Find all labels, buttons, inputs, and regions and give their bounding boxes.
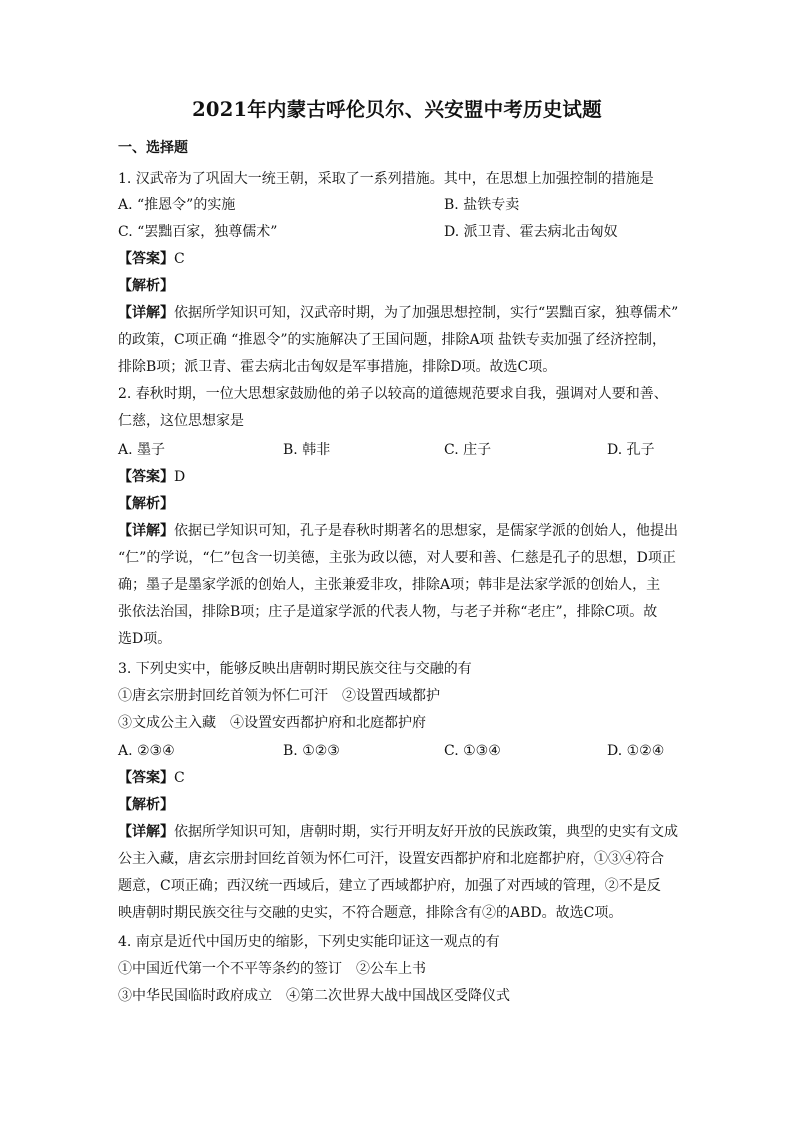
q1-answer-value: C (174, 251, 185, 267)
q1-option-d: D. 派卫青、霍去病北击匈奴 (444, 224, 618, 240)
q2-option-a: A. 墨子 (118, 442, 166, 458)
q1-stem: 1. 汉武帝为了巩固大一统王朝，采取了一系列措施。其中，在思想上加强控制的措施是 (118, 171, 654, 187)
q3-items-line-2: ③文成公主入藏 ④设置安西都护府和北庭都护府 (118, 715, 426, 731)
q4-items-line-1: ①中国近代第一个不平等条约的签订 ②公车上书 (118, 961, 426, 977)
q2-option-d: D. 孔子 (607, 442, 655, 458)
q3-detail-line-4: 映唐朝时期民族交往与交融的史实，不符合题意，排除含有②的ABD。故选C项。 (118, 905, 623, 921)
section-heading: 一、选择题 (118, 140, 188, 156)
answer-label: 【答案】 (118, 770, 174, 786)
detail-label: 【详解】 (118, 523, 174, 539)
q1-option-b: B. 盐铁专卖 (444, 197, 520, 213)
q1-option-a: A. “推恩令”的实施 (118, 197, 236, 213)
detail-label: 【详解】 (118, 824, 174, 840)
q3-detail-line-1 (118, 822, 678, 842)
q2-detail-line-2: “仁”的学说，“仁”包含一切美德，主张为政以德，对人要和善、仁慈是孔子的思想，D项正 (118, 550, 676, 566)
q3-analysis-label: 【解析】 (118, 797, 174, 813)
q3-answer (118, 768, 185, 788)
q3-stem: 3. 下列史实中，能够反映出唐朝时期民族交往与交融的有 (118, 661, 472, 677)
q1-detail-text-1: 依据所学知识可知，汉武帝时期，为了加强思想控制，实行“罢黜百家，独尊儒术” (174, 305, 679, 321)
q2-analysis-label: 【解析】 (118, 496, 174, 512)
page-title: 2021年内蒙古呼伦贝尔、兴安盟中考历史试题 (192, 98, 602, 121)
q2-stem-line-1: 2. 春秋时期，一位大思想家鼓励他的弟子以较高的道德规范要求自我，强调对人要和善、 (118, 386, 668, 402)
q1-detail-line-3: 排除B项；派卫青、霍去病北击匈奴是军事措施，排除D项。故选C项。 (118, 359, 557, 375)
q1-answer (118, 249, 185, 269)
q1-option-c: C. “罢黜百家，独尊儒术” (118, 224, 278, 240)
q2-detail-line-3: 确；墨子是墨家学派的创始人，主张兼爱非攻，排除A项；韩非是法家学派的创始人，主 (118, 577, 661, 593)
q3-items-line-1: ①唐玄宗册封回纥首领为怀仁可汗 ②设置西域都护 (118, 688, 440, 704)
answer-label: 【答案】 (118, 469, 174, 485)
q2-stem-line-2: 仁慈，这位思想家是 (118, 413, 244, 429)
q2-answer-value: D (174, 469, 186, 485)
q2-detail-line-5: 选D项。 (118, 631, 172, 647)
answer-label: 【答案】 (118, 251, 174, 267)
q3-answer-value: C (174, 770, 185, 786)
q2-detail-line-1 (118, 521, 678, 541)
q1-analysis-label: 【解析】 (118, 278, 174, 294)
q2-option-c: C. 庄子 (444, 442, 492, 458)
q3-detail-line-3: 题意，C项正确；西汉统一西域后，建立了西域都护府，加强了对西域的管理，②不是反 (118, 878, 661, 894)
q3-option-d: D. ①②④ (607, 743, 665, 759)
q2-answer (118, 467, 185, 487)
q2-detail-text-1: 依据已学知识可知，孔子是春秋时期著名的思想家，是儒家学派的创始人，他提出 (174, 523, 678, 539)
q3-detail-line-2: 公主入藏，唐玄宗册封回纥首领为怀仁可汗，设置安西都护府和北庭都护府，①③④符合 (118, 851, 664, 867)
q3-option-b: B. ①②③ (283, 743, 340, 759)
q3-option-c: C. ①③④ (444, 743, 501, 759)
detail-label: 【详解】 (118, 305, 174, 321)
q1-detail-line-2: 的政策，C项正确 “推恩令”的实施解决了王国问题，排除A项 盐铁专卖加强了经济控制， (118, 332, 667, 348)
q3-detail-text-1: 依据所学知识可知，唐朝时期，实行开明友好开放的民族政策，典型的史实有文成 (174, 824, 678, 840)
q3-option-a: A. ②③④ (118, 743, 175, 759)
q1-detail-line-1 (118, 303, 678, 323)
q4-stem: 4. 南京是近代中国历史的缩影，下列史实能印证这一观点的有 (118, 934, 500, 950)
q2-option-b: B. 韩非 (283, 442, 331, 458)
q4-items-line-2: ③中华民国临时政府成立 ④第二次世界大战中国战区受降仪式 (118, 988, 510, 1004)
q2-detail-line-4: 张依法治国，排除B项；庄子是道家学派的代表人物，与老子并称“老庄”，排除C项。故 (118, 604, 658, 620)
